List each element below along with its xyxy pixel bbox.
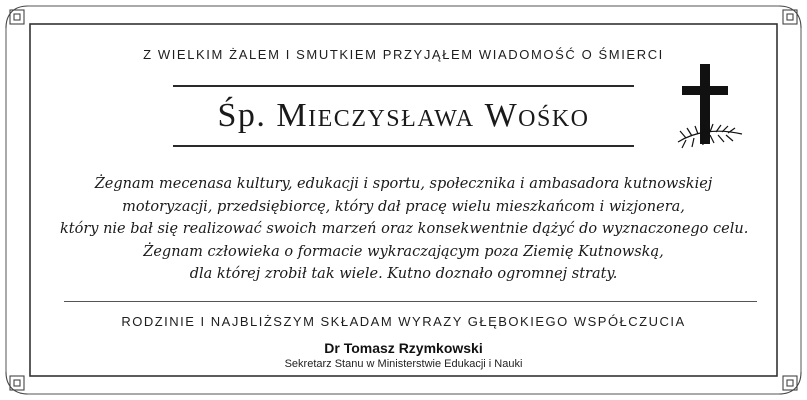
message-line: który nie bał się realizować swoich marzeń oraz konsekwentnie dążyć do wyznaczonego celu. — [60, 221, 749, 237]
signer-title: Sekretarz Stanu w Ministerstwie Edukacji i Nauki — [284, 358, 523, 370]
message-line: dla której zrobił tak wiele. Kutno doznało ogromnej straty. — [189, 266, 618, 282]
condolences-line: RODZINIE I NAJBLIŻSZYM SKŁADAM WYRAZY GŁĘBOKIEGO WSPÓŁCZUCIA — [121, 314, 686, 329]
name-prefix: Śp. — [217, 97, 267, 134]
signer-name: Dr Tomasz Rzymkowski — [324, 340, 483, 356]
message-line: Żegnam człowieka o formacie wykraczającym poza Ziemię Kutnowską, — [143, 243, 664, 260]
name-first: Mieczysława — [276, 97, 475, 134]
divider — [64, 301, 757, 302]
name-top-rule — [173, 85, 634, 87]
message-line: Żegnam mecenasa kultury, edukacji i sportu, społecznika i ambasadora kutnowskiej — [94, 176, 713, 192]
message-line: motoryzacji, przedsiębiorcę, który dał pracę wielu mieszkańcom i wizjonera, — [122, 198, 685, 215]
name-last: Wośko — [484, 97, 590, 134]
cross-with-palm-icon — [666, 62, 746, 154]
intro-line: Z WIELKIM ŻALEM I SMUTKIEM PRZYJĄŁEM WIADOMOŚĆ O ŚMIERCI — [143, 47, 664, 62]
name-bottom-rule — [173, 145, 634, 147]
farewell-message — [60, 173, 747, 286]
